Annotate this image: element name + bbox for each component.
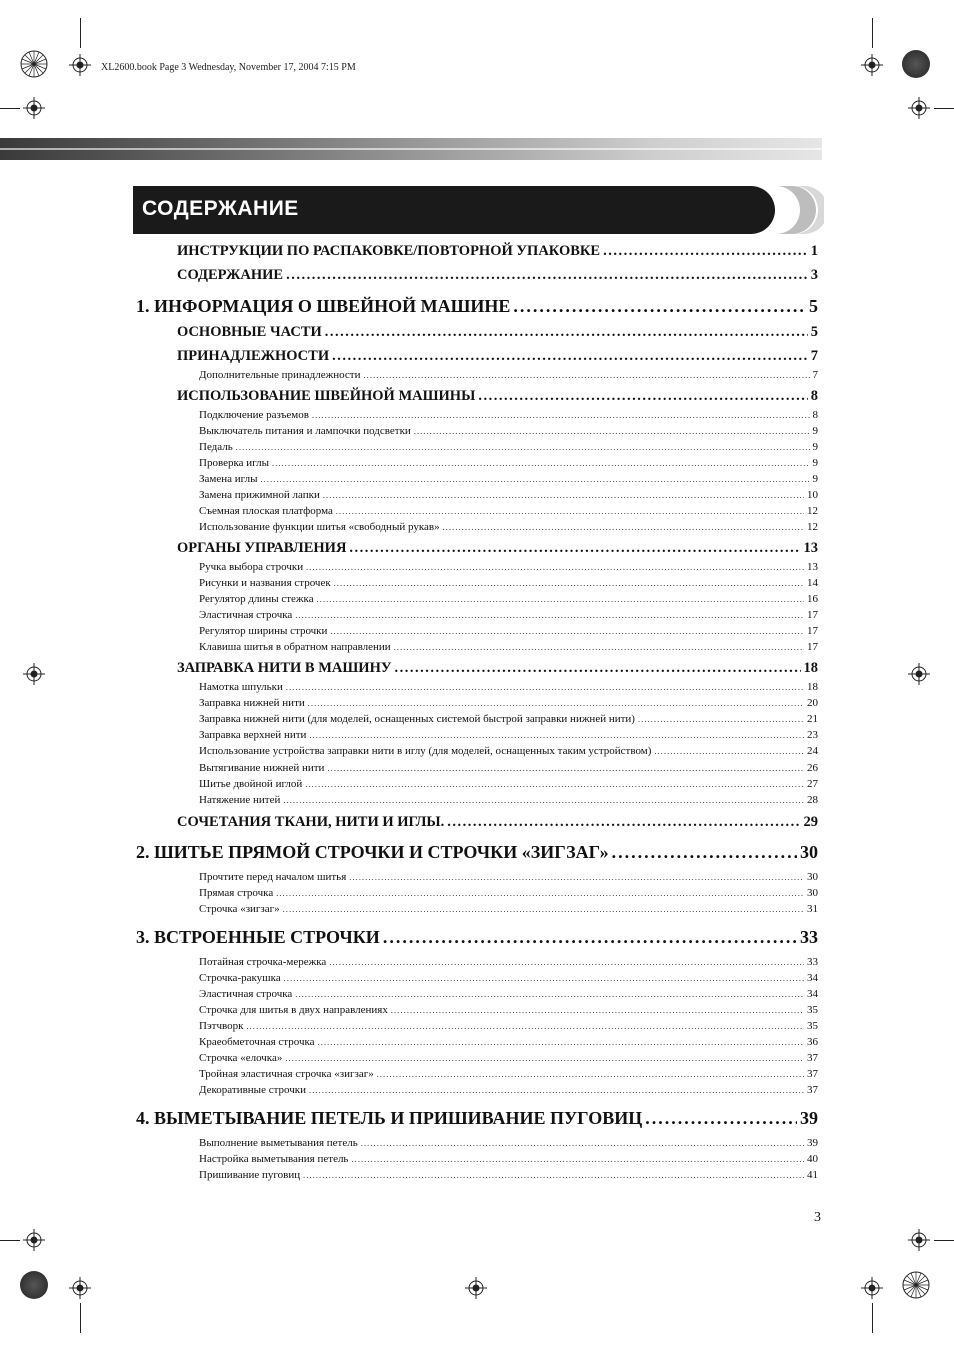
toc-entry-page: 9: [812, 441, 818, 453]
toc-leader-dots: [363, 369, 809, 381]
toc-leader-dots: [323, 489, 804, 501]
toc-leader-dots: [638, 713, 804, 725]
toc-entry-page: 36: [807, 1036, 818, 1048]
toc-entry-page: 30: [807, 887, 818, 899]
toc-entry-label: Проверка иглы: [199, 457, 269, 469]
toc-entry[interactable]: [199, 1084, 818, 1096]
toc-leader-dots: [246, 1020, 804, 1032]
toc-entry-page: 7: [810, 348, 818, 364]
toc-entry[interactable]: [199, 729, 818, 741]
toc-leader-dots: [447, 814, 800, 831]
toc-entry[interactable]: [199, 1020, 818, 1032]
toc-leader-dots: [303, 1169, 804, 1181]
toc-entry[interactable]: [199, 521, 818, 533]
print-slug: XL2600.book Page 3 Wednesday, November 17, 2004 7:15 PM: [101, 62, 356, 73]
toc-leader-dots: [309, 729, 804, 741]
toc-entry-label: ПРИНАДЛЕЖНОСТИ: [177, 348, 330, 364]
toc-entry-label: Прочтите перед началом шитья: [199, 871, 347, 883]
toc-entry-label: ИСПОЛЬЗОВАНИЕ ШВЕЙНОЙ МАШИНЫ: [177, 388, 476, 404]
page-number: 3: [814, 1210, 821, 1225]
toc-entry-label: Подключение разъемов: [199, 409, 309, 421]
toc-leader-dots: [312, 409, 810, 421]
toc-entry[interactable]: [199, 871, 818, 883]
toc-entry-page: 16: [807, 593, 818, 605]
toc-entry-label: 1. ИНФОРМАЦИЯ О ШВЕЙНОЙ МАШИНЕ: [136, 296, 511, 316]
toc-entry[interactable]: [199, 641, 818, 653]
toc-entry-label: Замена иглы: [199, 473, 258, 485]
toc-entry[interactable]: [199, 369, 818, 381]
toc-entry-page: 26: [807, 762, 818, 774]
toc-leader-dots: [286, 267, 808, 284]
registration-dark-circle-icon: [20, 1271, 48, 1299]
toc-entry-label: Замена прижимной лапки: [199, 489, 320, 501]
toc-entry-label: Пришивание пуговиц: [199, 1169, 301, 1181]
crosshair-mark-icon: [23, 97, 45, 119]
toc-entry-label: Настройка выметывания петель: [199, 1153, 349, 1165]
toc-entry-page: 17: [807, 609, 818, 621]
toc-entry[interactable]: [199, 794, 818, 806]
toc-entry-label: Клавиша шитья в обратном направлении: [199, 641, 391, 653]
toc-entry-page: 8: [812, 409, 818, 421]
toc-leader-dots: [612, 842, 797, 863]
toc-entry-page: 17: [807, 641, 818, 653]
toc-entry-page: 1: [810, 243, 818, 259]
toc-entry[interactable]: [199, 441, 818, 453]
toc-entry-label: Вытягивание нижней нити: [199, 762, 325, 774]
toc-entry-page: 12: [807, 521, 818, 533]
crop-line: [0, 1240, 20, 1241]
toc-entry[interactable]: [136, 927, 818, 948]
toc-entry[interactable]: [177, 348, 818, 365]
toc-leader-dots: [283, 794, 804, 806]
crop-line: [934, 1240, 954, 1241]
toc-entry-page: 39: [807, 1137, 818, 1149]
toc-entry[interactable]: [199, 1137, 818, 1149]
toc-leader-dots: [414, 425, 810, 437]
registration-target-icon: [902, 1271, 930, 1299]
toc-entry-page: 30: [800, 842, 818, 862]
toc-entry-page: 13: [807, 561, 818, 573]
toc-entry[interactable]: [199, 1169, 818, 1181]
toc-entry-page: 41: [807, 1169, 818, 1181]
toc-entry[interactable]: [136, 1108, 818, 1129]
toc-entry-page: 37: [807, 1068, 818, 1080]
registration-target-icon: [20, 50, 48, 78]
toc-entry-page: 9: [812, 473, 818, 485]
toc-leader-dots: [394, 641, 804, 653]
toc-entry-label: Заправка нижней нити: [199, 697, 305, 709]
crop-line: [934, 108, 954, 109]
toc-leader-dots: [286, 681, 804, 693]
toc-entry[interactable]: [199, 609, 818, 621]
toc-entry-page: 27: [807, 778, 818, 790]
toc-entry-page: 8: [810, 388, 818, 404]
toc-entry[interactable]: [177, 660, 818, 677]
toc-entry-label: Намотка шпульки: [199, 681, 283, 693]
toc-entry-page: 20: [807, 697, 818, 709]
toc-entry-page: 37: [807, 1052, 818, 1064]
toc-leader-dots: [305, 778, 804, 790]
crop-line: [0, 108, 20, 109]
toc-entry-page: 9: [812, 457, 818, 469]
toc-entry[interactable]: [199, 1004, 818, 1016]
toc-entry-label: Натяжение нитей: [199, 794, 281, 806]
toc-entry-page: 18: [803, 660, 818, 676]
toc-entry[interactable]: [199, 425, 818, 437]
toc-entry[interactable]: [136, 842, 818, 863]
toc-leader-dots: [285, 1052, 804, 1064]
toc-entry-label: Ручка выбора строчки: [199, 561, 304, 573]
toc-entry[interactable]: [199, 1052, 818, 1064]
toc-leader-dots: [391, 1004, 804, 1016]
toc-entry-page: 5: [810, 324, 818, 340]
toc-entry-label: Пэтчворк: [199, 1020, 244, 1032]
toc-entry-label: Выполнение выметывания петель: [199, 1137, 358, 1149]
toc-entry[interactable]: [199, 887, 818, 899]
toc-entry-label: Тройная эластичная строчка «зигзаг»: [199, 1068, 374, 1080]
toc-entry-page: 33: [807, 956, 818, 968]
toc-entry[interactable]: [199, 593, 818, 605]
toc-leader-dots: [349, 540, 800, 557]
crop-line: [80, 18, 81, 48]
crop-line: [872, 18, 873, 48]
toc-entry-label: Использование функции шитья «свободный рукав»: [199, 521, 440, 533]
toc-entry-label: ИНСТРУКЦИИ ПО РАСПАКОВКЕ/ПОВТОРНОЙ УПАКОВКЕ: [177, 243, 601, 259]
crosshair-mark-icon: [861, 1277, 883, 1299]
toc-leader-dots: [272, 457, 810, 469]
toc-leader-dots: [317, 593, 804, 605]
toc-leader-dots: [645, 1108, 797, 1129]
page-title: СОДЕРЖАНИЕ: [142, 197, 299, 220]
toc-entry-label: СОЧЕТАНИЯ ТКАНИ, НИТИ И ИГЛЫ.: [177, 814, 445, 830]
toc-entry-label: Регулятор длины стежка: [199, 593, 314, 605]
toc-leader-dots: [383, 927, 797, 948]
toc-entry[interactable]: [177, 324, 818, 341]
toc-entry[interactable]: [199, 625, 818, 637]
toc-entry-label: ЗАПРАВКА НИТИ В МАШИНУ: [177, 660, 392, 676]
toc-entry-page: 31: [807, 903, 818, 915]
toc-entry[interactable]: [177, 388, 818, 405]
registration-dark-circle-icon: [902, 50, 930, 78]
toc-leader-dots: [336, 505, 804, 517]
toc-entry[interactable]: [136, 296, 818, 317]
toc-entry-label: Строчка для шитья в двух направлениях: [199, 1004, 388, 1016]
toc-leader-dots: [361, 1137, 804, 1149]
toc-leader-dots: [654, 745, 804, 757]
toc-entry-page: 3: [810, 267, 818, 283]
toc-entry-label: Заправка верхней нити: [199, 729, 307, 741]
toc-entry-label: Эластичная строчка: [199, 609, 293, 621]
toc-leader-dots: [443, 521, 804, 533]
toc-leader-dots: [377, 1068, 804, 1080]
toc-entry-label: Рисунки и названия строчек: [199, 577, 331, 589]
toc-entry[interactable]: [199, 1036, 818, 1048]
toc-entry[interactable]: [177, 814, 818, 831]
toc-entry[interactable]: [199, 561, 818, 573]
toc-entry[interactable]: [199, 409, 818, 421]
crosshair-mark-icon: [69, 54, 91, 76]
toc-leader-dots: [276, 887, 804, 899]
toc-leader-dots: [334, 577, 804, 589]
crop-line: [80, 1303, 81, 1333]
toc-entry-page: 28: [807, 794, 818, 806]
toc-entry-label: 3. ВСТРОЕННЫЕ СТРОЧКИ: [136, 927, 380, 947]
toc-entry-label: 4. ВЫМЕТЫВАНИЕ ПЕТЕЛЬ И ПРИШИВАНИЕ ПУГОВИЦ: [136, 1108, 643, 1128]
toc-entry-page: 35: [807, 1004, 818, 1016]
toc-entry[interactable]: [199, 697, 818, 709]
toc-entry-label: Строчка-ракушка: [199, 972, 281, 984]
toc-leader-dots: [332, 348, 808, 365]
toc-entry-label: Строчка «зигзаг»: [199, 903, 280, 915]
toc-entry-page: 34: [807, 988, 818, 1000]
toc-entry-label: ОРГАНЫ УПРАВЛЕНИЯ: [177, 540, 347, 556]
toc-entry[interactable]: [199, 956, 818, 968]
toc-entry-page: 35: [807, 1020, 818, 1032]
toc-entry[interactable]: [199, 903, 818, 915]
toc-entry-page: 33: [800, 927, 818, 947]
toc-entry-page: 39: [800, 1108, 818, 1128]
toc-leader-dots: [308, 697, 804, 709]
toc-entry-page: 18: [807, 681, 818, 693]
toc-leader-dots: [327, 762, 804, 774]
toc-entry[interactable]: [199, 988, 818, 1000]
crosshair-mark-icon: [861, 54, 883, 76]
toc-entry[interactable]: [199, 778, 818, 790]
crosshair-mark-icon: [908, 663, 930, 685]
toc-leader-dots: [349, 871, 804, 883]
toc-entry-label: Шитье двойной иглой: [199, 778, 303, 790]
toc-entry-page: 14: [807, 577, 818, 589]
toc-entry-page: 7: [812, 369, 818, 381]
toc-entry-page: 30: [807, 871, 818, 883]
toc-leader-dots: [318, 1036, 804, 1048]
toc-entry-page: 9: [812, 425, 818, 437]
toc-entry-label: Регулятор ширины строчки: [199, 625, 328, 637]
crosshair-mark-icon: [908, 97, 930, 119]
crosshair-mark-icon: [69, 1277, 91, 1299]
toc-entry-label: Заправка нижней нити (для моделей, оснащенных системой быстрой заправки нижней нити): [199, 713, 635, 725]
toc-entry-label: Съемная плоская платформа: [199, 505, 333, 517]
toc-entry-label: 2. ШИТЬЕ ПРЯМОЙ СТРОЧКИ И СТРОЧКИ «ЗИГЗАГ»: [136, 842, 609, 862]
toc-entry-page: 24: [807, 745, 818, 757]
toc-entry[interactable]: [199, 489, 818, 501]
toc-leader-dots: [513, 296, 806, 317]
crop-line: [872, 1303, 873, 1333]
toc-leader-dots: [325, 324, 808, 341]
toc-entry-label: Дополнительные принадлежности: [199, 369, 361, 381]
toc-entry-label: Педаль: [199, 441, 233, 453]
toc-leader-dots: [309, 1084, 804, 1096]
toc-leader-dots: [330, 625, 804, 637]
toc-entry-page: 23: [807, 729, 818, 741]
crosshair-mark-icon: [908, 1229, 930, 1251]
toc-entry-label: Прямая строчка: [199, 887, 274, 899]
toc-entry[interactable]: [177, 540, 818, 557]
toc-leader-dots: [283, 903, 804, 915]
toc-leader-dots: [329, 956, 804, 968]
toc-entry-page: 21: [807, 713, 818, 725]
toc-leader-dots: [603, 243, 808, 260]
toc-entry-label: Эластичная строчка: [199, 988, 293, 1000]
toc-entry-page: 10: [807, 489, 818, 501]
toc-entry[interactable]: [199, 762, 818, 774]
toc-leader-dots: [395, 660, 801, 677]
toc-entry-label: СОДЕРЖАНИЕ: [177, 267, 284, 283]
toc-entry-page: 34: [807, 972, 818, 984]
crosshair-mark-icon: [23, 663, 45, 685]
crosshair-mark-icon: [465, 1277, 487, 1299]
toc-entry[interactable]: [177, 243, 818, 260]
toc-leader-dots: [295, 988, 804, 1000]
toc-entry-page: 5: [809, 296, 818, 316]
toc-leader-dots: [295, 609, 804, 621]
toc-entry[interactable]: [199, 681, 818, 693]
toc-leader-dots: [478, 388, 807, 405]
toc-entry-label: ОСНОВНЫЕ ЧАСТИ: [177, 324, 322, 340]
crosshair-mark-icon: [23, 1229, 45, 1251]
toc-entry[interactable]: [199, 713, 818, 725]
toc-leader-dots: [236, 441, 810, 453]
toc-entry[interactable]: [199, 577, 818, 589]
toc-entry[interactable]: [199, 1068, 818, 1080]
toc-leader-dots: [284, 972, 804, 984]
toc-entry-label: Декоративные строчки: [199, 1084, 307, 1096]
toc-entry-label: Выключатель питания и лампочки подсветки: [199, 425, 411, 437]
toc-entry[interactable]: [177, 267, 818, 284]
toc-entry[interactable]: [199, 473, 818, 485]
header-decoration-icon: [770, 186, 824, 234]
toc-entry-label: Потайная строчка-мережка: [199, 956, 327, 968]
toc-entry-label: Строчка «елочка»: [199, 1052, 283, 1064]
toc-entry-page: 17: [807, 625, 818, 637]
toc-entry-label: Краеобметочная строчка: [199, 1036, 315, 1048]
toc-entry[interactable]: [199, 1153, 818, 1165]
toc-leader-dots: [260, 473, 809, 485]
toc-entry[interactable]: [199, 505, 818, 517]
toc-entry-page: 13: [803, 540, 818, 556]
toc-entry-page: 37: [807, 1084, 818, 1096]
toc-entry[interactable]: [199, 745, 818, 757]
toc-entry-label: Использование устройства заправки нити в иглу (для моделей, оснащенных таким устройством): [199, 745, 652, 757]
toc-entry[interactable]: [199, 972, 818, 984]
header-bar-line: [0, 148, 822, 150]
toc-entry[interactable]: [199, 457, 818, 469]
toc-entry-page: 29: [803, 814, 818, 830]
toc-entry-page: 12: [807, 505, 818, 517]
toc-leader-dots: [306, 561, 804, 573]
toc-leader-dots: [351, 1153, 804, 1165]
toc-entry-page: 40: [807, 1153, 818, 1165]
